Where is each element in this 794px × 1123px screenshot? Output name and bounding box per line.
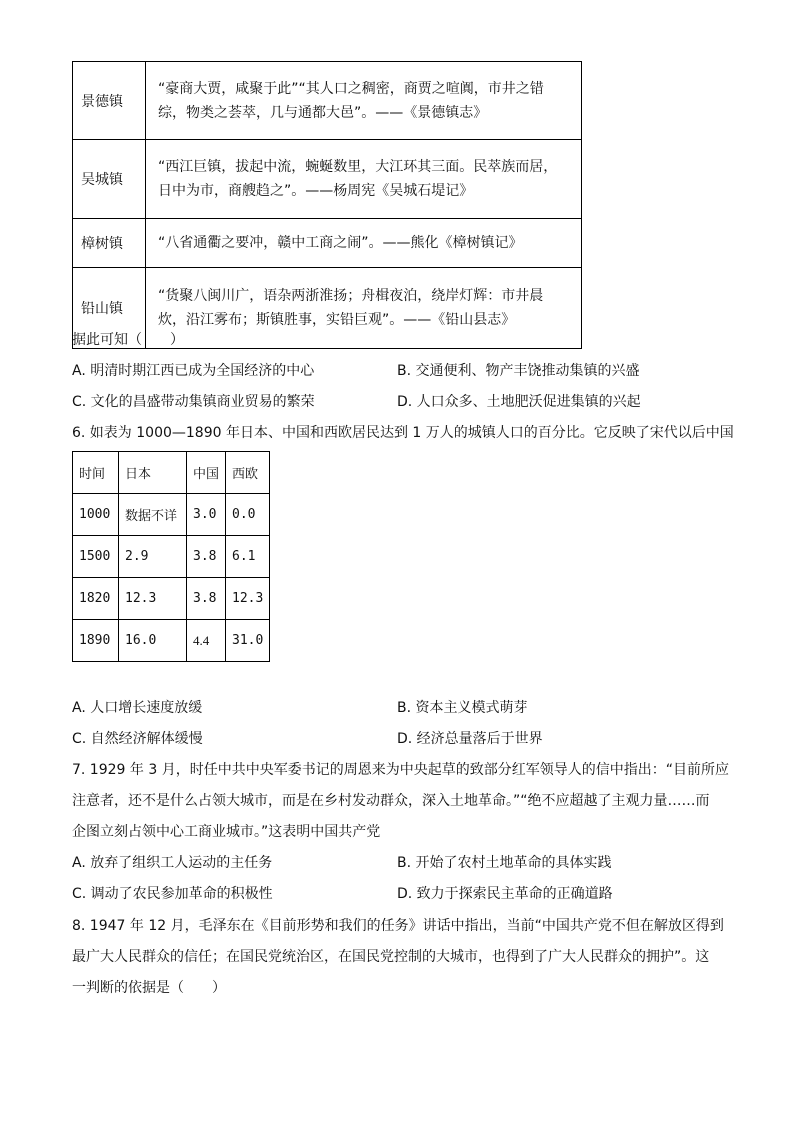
table-cell: 1890 — [73, 620, 119, 662]
table-cell: 1000 — [73, 494, 119, 536]
table-cell: 3.0 — [187, 494, 226, 536]
column-header: 中国 — [187, 452, 226, 494]
q8-stem-line: 最广大人民群众的信任；在国民党统治区，在国民党控制的大城市，也得到了广大人民群众的拥护”。这 — [72, 949, 710, 965]
table-cell: 31.0 — [226, 620, 270, 662]
table-cell: 12.3 — [226, 578, 270, 620]
q5-option-a[interactable]: A. 明清时期江西已成为全国经济的中心 — [72, 363, 315, 379]
table-cell: 12.3 — [119, 578, 187, 620]
q5-option-d[interactable]: D. 人口众多、土地肥沃促进集镇的兴起 — [397, 394, 641, 410]
table-cell: 0.0 — [226, 494, 270, 536]
q6-option-d[interactable]: D. 经济总量落后于世界 — [397, 731, 543, 747]
q6-option-a[interactable]: A. 人口增长速度放缓 — [72, 700, 203, 716]
town-quote: “货聚八闽川广，语杂两浙淮扬；舟楫夜泊，绕岸灯辉：市井晨 炊，沿江雾布；斯镇胜事，实铅巨观”。——《铅山县志》 — [146, 268, 582, 349]
table-cell: 6.1 — [226, 536, 270, 578]
table-row — [73, 620, 270, 662]
q8-stem-line: 一判断的依据是（ ） — [72, 980, 226, 996]
table-cell: 数据不详 — [119, 494, 187, 536]
table-cell: 1500 — [73, 536, 119, 578]
town-name: 吴城镇 — [73, 140, 146, 219]
q8-stem-line: 8. 1947 年 12 月，毛泽东在《目前形势和我们的任务》讲话中指出，当前“中国共产党不但在解放区得到 — [72, 918, 724, 934]
table-cell: 16.0 — [119, 620, 187, 662]
table-row — [73, 62, 582, 140]
q7-stem-line: 7. 1929 年 3 月，时任中共中央军委书记的周恩来为中央起草的致部分红军领导人的信中指出：“目前所应 — [72, 762, 729, 778]
q7-option-d[interactable]: D. 致力于探索民主革命的正确道路 — [397, 886, 613, 902]
q6-option-c[interactable]: C. 自然经济解体缓慢 — [72, 731, 203, 747]
town-quote: “西江巨镇，拔起中流，蜿蜒数里，大江环其三面。民萃族而居， 日中为市，商艘趋之”。——杨周宪《吴城石堤记》 — [146, 140, 582, 219]
table-cell: 3.8 — [187, 536, 226, 578]
table-row — [73, 578, 270, 620]
q5-option-c[interactable]: C. 文化的昌盛带动集镇商业贸易的繁荣 — [72, 394, 315, 410]
q7-stem-line: 企图立刻占领中心工商业城市。”这表明中国共产党 — [72, 824, 381, 840]
town-quote: “八省通衢之要冲，赣中工商之闹”。——熊化《樟树镇记》 — [146, 219, 582, 268]
table-row — [73, 494, 270, 536]
q6-option-b[interactable]: B. 资本主义模式萌芽 — [397, 700, 528, 716]
town-quote: “豪商大贾，咸聚于此”“其人口之稠密，商贾之喧阗，市井之错 综，物类之荟萃，几与通都大邑”。——《景德镇志》 — [146, 62, 582, 140]
column-header: 日本 — [119, 452, 187, 494]
table-row — [73, 140, 582, 219]
q5-option-b[interactable]: B. 交通便利、物产丰饶推动集镇的兴盛 — [397, 363, 640, 379]
table-cell: 1820 — [73, 578, 119, 620]
q7-option-b[interactable]: B. 开始了农村土地革命的具体实践 — [397, 855, 612, 871]
q6-stem: 6. 如表为 1000—1890 年日本、中国和西欧居民达到 1 万人的城镇人口的百分比。它反映了宋代以后中国 — [72, 425, 734, 441]
q5-stem: 据此可知（ ） — [72, 332, 184, 348]
town-name: 樟树镇 — [73, 219, 146, 268]
q7-stem-line: 注意者，还不是什么占领大城市，而是在乡村发动群众，深入土地革命。”“绝不应超越了主观力量……而 — [72, 793, 710, 809]
urban-population-table — [72, 451, 270, 662]
table-cell: 2.9 — [119, 536, 187, 578]
column-header: 西欧 — [226, 452, 270, 494]
table-row — [73, 536, 270, 578]
towns-quote-table — [72, 61, 582, 349]
town-name: 景德镇 — [73, 62, 146, 140]
table-header-row — [73, 452, 270, 494]
table-cell: 3.8 — [187, 578, 226, 620]
table-cell: 4.4 — [187, 620, 226, 662]
q7-option-a[interactable]: A. 放弃了组织工人运动的主任务 — [72, 855, 273, 871]
town-name: 铅山镇 — [73, 268, 146, 349]
column-header: 时间 — [73, 452, 119, 494]
q7-option-c[interactable]: C. 调动了农民参加革命的积极性 — [72, 886, 273, 902]
table-row — [73, 219, 582, 268]
